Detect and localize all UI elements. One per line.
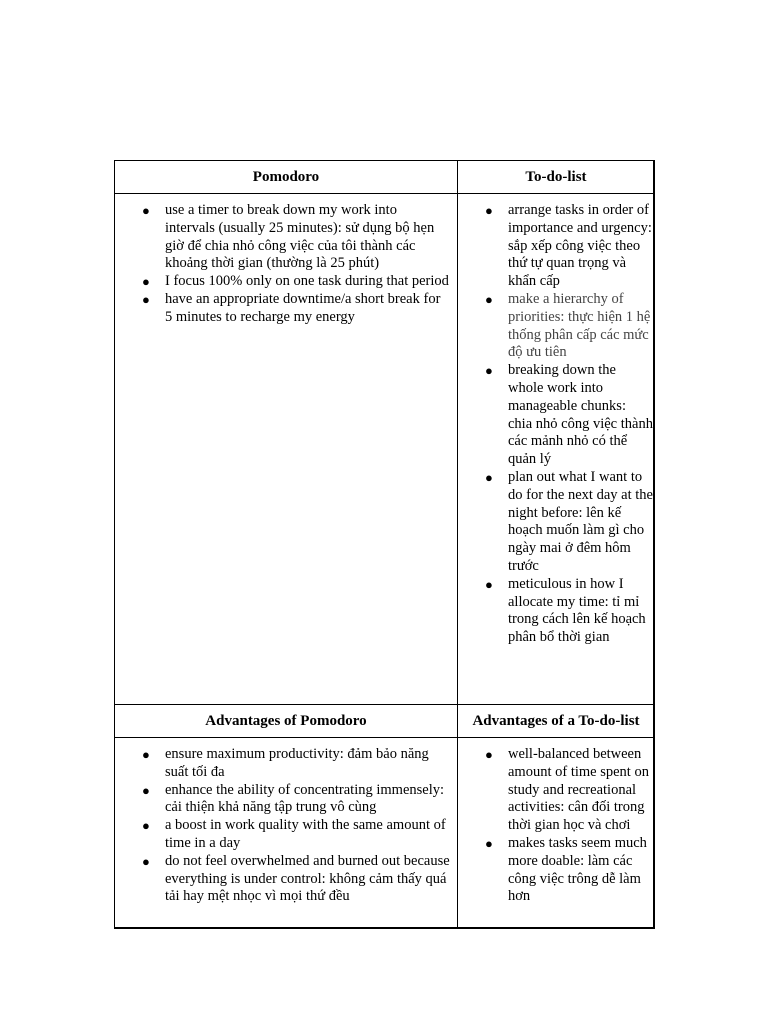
bullet-icon: ●: [142, 291, 150, 307]
bullet-icon: ●: [142, 818, 150, 834]
advantages-pomodoro-list: [142, 746, 450, 906]
bullet-icon: ●: [485, 747, 493, 762]
list-item: ● meticulous in how I allocate my time: tỉ mỉ trong cách lên kế hoạch phân bổ thời gian: [485, 575, 646, 646]
pomodoro-list: [142, 202, 450, 327]
list-item: ● make a hierarchy of priorities: thực hiện 1 hệ thống phân cấp các mức độ ưu tiên: [485, 290, 651, 361]
bullet-icon: ●: [485, 203, 493, 218]
header-advantages-pomodoro-label: Advantages of Pomodoro: [205, 713, 367, 729]
header-advantages-pomodoro: [115, 705, 458, 738]
bullet-icon: ●: [142, 782, 150, 798]
header-pomodoro-label: Pomodoro: [252, 169, 320, 185]
list-item: ● breaking down the whole work into manageable chunks: chia nhỏ công việc thành các mảnh nhỏ có thể quản lý: [485, 362, 653, 468]
list-item: ● use a timer to break down my work into intervals (usually 25 minutes): sử dụng bộ hẹn giờ để chia nhỏ công việc của tôi thành các khoảng thời gian (thường là 25 phút): [142, 202, 435, 272]
cell-advantages-todo-list: [458, 738, 654, 928]
list-item: ● have an appropriate downtime/a short break for 5 minutes to recharge my energy: [142, 290, 441, 325]
header-advantages-todo-list: [458, 705, 654, 738]
list-item: ● a boost in work quality with the same amount of time in a day: [142, 817, 446, 851]
list-item: ● makes tasks seem much more doable: làm các công việc trông dễ làm hơn: [485, 834, 647, 905]
list-item: ● enhance the ability of concentrating immensely: cải thiện khả năng tập trung vô cùng: [142, 781, 445, 816]
cell-pomodoro: [115, 194, 458, 705]
list-item: ● ensure maximum productivity: đảm bảo năng suất tối đa: [142, 746, 429, 780]
list-item: ● do not feel overwhelmed and burned out because everything is under control: không cảm thấy quá tải hay mệt nhọc vì mọi thứ đều: [142, 852, 450, 905]
list-item: ● well-balanced between amount of time spent on study and recreational activities: cân đối trong thời gian học và chơi: [485, 746, 649, 834]
header-todo-list-label: To-do-list: [525, 169, 587, 185]
bullet-icon: ●: [142, 274, 150, 290]
advantages-todo-list: [485, 746, 653, 906]
cell-advantages-pomodoro: [115, 738, 458, 928]
todo-list: [485, 202, 653, 647]
bullet-icon: ●: [485, 469, 493, 485]
cell-todo-list: [458, 194, 654, 705]
bullet-icon: ●: [485, 291, 493, 307]
comparison-table: [114, 160, 655, 929]
bullet-icon: ●: [142, 853, 150, 869]
header-advantages-todo-list-label: Advantages of a To-do-list: [472, 713, 640, 729]
bullet-icon: ●: [485, 363, 493, 379]
header-pomodoro: [115, 161, 458, 194]
bullet-icon: ●: [142, 203, 150, 218]
list-item: ● I focus 100% only on one task during that period: [142, 273, 449, 290]
list-item: ● arrange tasks in order of importance and urgency: sắp xếp công việc theo thứ tự quan trọng và khẩn cấp: [485, 202, 652, 290]
list-item: ● plan out what I want to do for the next day at the night before: lên kế hoạch muốn làm gì cho ngày mai ở đêm hôm trước: [485, 468, 653, 574]
bullet-icon: ●: [485, 835, 493, 851]
bullet-icon: ●: [142, 747, 150, 762]
header-todo-list: [458, 161, 654, 194]
bullet-icon: ●: [485, 576, 493, 592]
